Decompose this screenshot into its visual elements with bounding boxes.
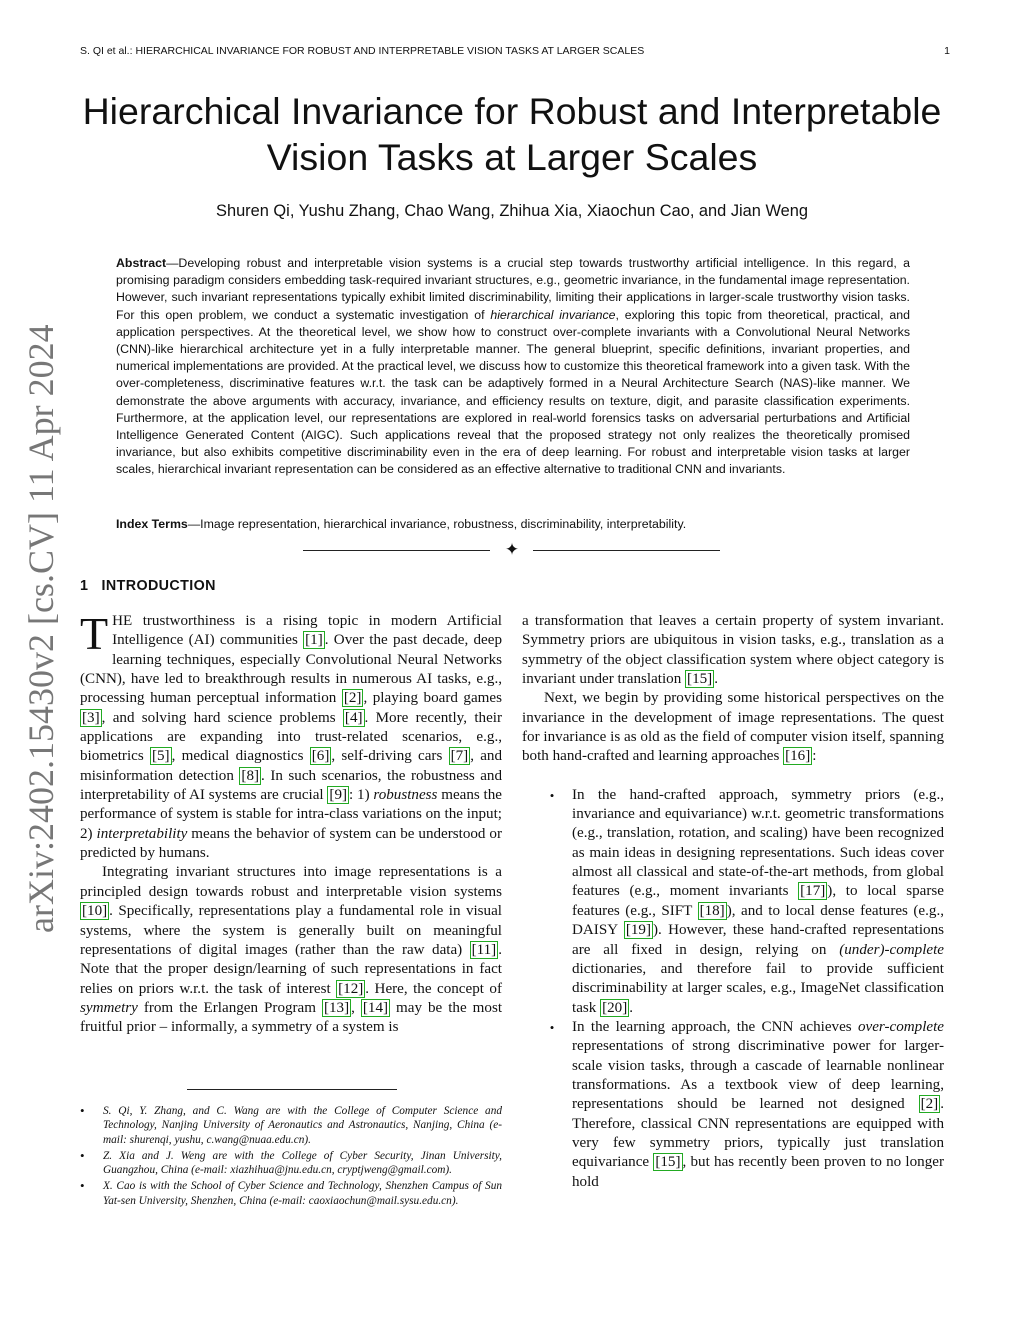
paragraph	[80, 608, 502, 863]
text-run: . Specifically, representations play a fundamental role in visual systems, where the system is generally built on meaningful representations of digital images (rather than the raw data)	[80, 903, 502, 958]
index-terms	[116, 516, 910, 533]
text-run: ), to local sparse features (e.g., SIFT	[572, 883, 944, 919]
text-run: HE trustworthiness is a rising topic in modern Artificial Intelligence (AI) communities	[112, 613, 502, 649]
footnote	[80, 1104, 502, 1147]
text-run: :	[812, 748, 817, 765]
citation-link[interactable]: [15]	[655, 1154, 681, 1171]
text-run: In the learning approach, the CNN achieves	[572, 1018, 858, 1035]
abstract-label: Abstract	[116, 256, 167, 270]
text-run: , and solving hard science problems	[101, 709, 343, 726]
abstract	[116, 255, 910, 479]
text-run: .	[714, 671, 718, 688]
text-run: , self-driving cars	[331, 748, 449, 765]
paragraph	[522, 689, 944, 766]
divider-line	[533, 550, 720, 551]
bullet-icon: •	[80, 1178, 85, 1194]
text-run: ), and to local dense features (e.g., DAISY	[572, 902, 944, 939]
footnote-text: Z. Xia and J. Weng are with the College of Cyber Security, Jinan University, Guangzhou, China (e-mail: xiazhihua@jnu.edu.cn, cryptjweng@gmail.com).	[103, 1149, 502, 1177]
paper-title: Hierarchical Invariance for Robust and Interpretable Vision Tasks at Larger Scales	[82, 90, 942, 178]
citation-link[interactable]: [19]	[625, 922, 651, 939]
text-run: ,	[351, 999, 361, 1016]
text-run: ). However, these hand-crafted representations are all fixed in design, relying on	[572, 922, 944, 958]
citation-link[interactable]: [1]	[305, 632, 323, 649]
bullet-item	[522, 1018, 944, 1192]
text-run: , playing board games	[363, 690, 502, 707]
text-run: representations of strong discriminative power for larger-scale vision tasks, through a cascade of learnable nonlinear transformations. As a textbook view of deep learning, representations should be learned not designed	[572, 1038, 944, 1113]
emphasis: robustness	[373, 787, 438, 804]
citation-link[interactable]: [15]	[687, 671, 713, 688]
text-run: . In such scenarios, the robustness and interpretability of AI systems are crucial	[80, 767, 502, 804]
text-run: may be the most fruitful prior – informally, a symmetry of a system is	[80, 999, 503, 1036]
text-run: : 1)	[349, 787, 374, 804]
bullet-icon: •	[80, 1103, 85, 1118]
citation-link[interactable]: [10]	[82, 903, 108, 920]
divider-line	[303, 550, 490, 551]
citation-link[interactable]: [16]	[785, 748, 811, 765]
citation-link[interactable]: [9]	[329, 787, 348, 804]
bullet-item	[522, 786, 944, 1018]
bullet-icon: •	[80, 1147, 85, 1163]
citation-link[interactable]: [2]	[920, 1096, 939, 1113]
text-run: from the Erlangen Program	[137, 999, 322, 1016]
citation-link[interactable]: [14]	[362, 999, 389, 1016]
author-list: Shuren Qi, Yushu Zhang, Chao Wang, Zhihua Xia, Xiaochun Cao, and Jian Weng	[216, 202, 808, 220]
bullet-icon: •	[549, 1019, 555, 1035]
paragraph	[80, 863, 502, 1037]
text-run: means the performance of system is stable for intra-class variations on the input; 2)	[80, 787, 502, 842]
emphasis: symmetry	[80, 999, 138, 1016]
citation-link[interactable]: [5]	[151, 748, 170, 765]
section-number: 1	[80, 578, 89, 594]
text-run: . Here, the concept of	[365, 980, 502, 997]
text-run: a transformation that leaves a certain property of system invariant. Symmetry priors are ubiquitous in vision tasks, e.g., translation as a symmetry of the object classification system where object category is invariant under translation	[522, 613, 944, 688]
citation-link[interactable]: [17]	[800, 883, 826, 900]
abstract-text: —Developing robust and interpretable vision systems is a crucial step towards trustworthy artificial intelligence. In this regard, a promising paradigm considers embedding task-required invariant structures, e.g., geometric invariance, in the fundamental image representation. However, such invariant representations typically exhibit limited discriminability, limiting their applications in larger-scale trustworthy vision tasks. For this open problem, we conduct a systematic investigation of	[116, 256, 910, 322]
text-run: dictionaries, and therefore fail to provide sufficient discriminability at larger scales, e.g., ImageNet classification task	[572, 960, 944, 1016]
index-terms-text: —Image representation, hierarchical invariance, robustness, discriminability, interpretability.	[187, 517, 687, 531]
running-title: S. QI et al.: HIERARCHICAL INVARIANCE FOR ROBUST AND INTERPRETABLE VISION TASKS AT LARGER SCALES	[80, 45, 645, 57]
text-run: means the behavior of system can be understood or predicted by humans.	[80, 825, 502, 862]
footnote	[80, 1149, 502, 1178]
index-terms-label: Index Terms	[116, 517, 188, 531]
text-run: , and misinformation detection	[80, 748, 502, 784]
divider-ornament-icon: ✦	[504, 540, 520, 559]
bullet-list	[522, 786, 944, 1192]
text-run: In the hand-crafted approach, symmetry priors (e.g., invariance and equivariance) w.r.t. geometric transformations (e.g., translation, rotation, and scaling) have been recognized as main ideas in designing representations. Such ideas cover almost all classical and state-of-the-art methods, from global features (e.g., moment invariants	[572, 786, 944, 900]
footnote	[80, 1179, 502, 1208]
citation-link[interactable]: [7]	[450, 748, 469, 765]
emphasis: (under)-complete	[839, 941, 944, 958]
text-run: .	[629, 999, 634, 1016]
citation-link[interactable]: [3]	[82, 709, 100, 726]
citation-link[interactable]: [11]	[471, 941, 497, 958]
text-run: . Note that the proper design/learning of such representations in fact relies on priors w.r.t. the task of interest	[80, 941, 502, 997]
emphasis: over-complete	[857, 1018, 944, 1035]
page-number: 1	[944, 45, 950, 57]
footnote-text: X. Cao is with the School of Cyber Science and Technology, Shenzhen Campus of Sun Yat-sen University, Shenzhen, China (e-mail: caoxiaochun@mail.sysu.edu.cn).	[103, 1180, 502, 1207]
citation-link[interactable]: [4]	[344, 709, 363, 726]
footnote-rule	[187, 1089, 397, 1090]
section-heading	[80, 578, 216, 594]
footnote-text: S. Qi, Y. Zhang, and C. Wang are with the College of Computer Science and Technology, Nanjing University of Aeronautics and Astronautics, Nanjing, China (e-mail: shurenqi, yushu, c.wang@nuaa.edu.cn).	[103, 1105, 502, 1146]
text-run: , but has recently been proven to no longer hold	[572, 1154, 944, 1190]
section-title: INTRODUCTION	[101, 578, 216, 594]
citation-link[interactable]: [18]	[699, 902, 725, 919]
drop-cap: T	[80, 608, 109, 659]
citation-link[interactable]: [13]	[323, 999, 350, 1016]
bullet-text	[572, 786, 944, 1018]
bullet-icon: •	[549, 787, 555, 803]
right-column	[522, 612, 944, 1192]
footnotes	[80, 1104, 502, 1210]
text-run: . More recently, their applications are expanding into trust-related scenarios, e.g., biometrics	[80, 709, 502, 765]
text-run: . Therefore, classical CNN representations are equipped with very few symmetry priors, typically just translation equivariance	[572, 1096, 944, 1171]
text-run: Next, we begin by providing some historical perspectives on the invariance in the development of image representations. The quest for invariance is as old as the field of computer vision itself, spanning both hand-crafted and learning approaches	[522, 690, 944, 765]
left-column	[80, 608, 503, 1038]
text-run: , medical diagnostics	[171, 748, 310, 765]
abstract-emphasis: hierarchical invariance	[490, 307, 616, 322]
citation-link[interactable]: [2]	[343, 690, 362, 707]
citation-link[interactable]: [6]	[311, 748, 330, 765]
abstract-text: , exploring this topic from theoretical, practical, and application perspectives. At the theoretical level, we show how to construct over-complete invariants with a Convolutional Neural Networks (CNN)-like hierarchical architecture yet in a fully interpretable manner. The general blueprint, specific definitions, invariant properties, and numerical implementations are provided. At the practical level, we discuss how to customize this theoretical framework into a given task. With the over-completeness, discriminative features w.r.t. the task can be adaptively formed in a Neural Architecture Search (NAS)-like manner. We demonstrate the above arguments with accuracy, invariance, and efficiency results on texture, digit, and parasite classification experiments. Furthermore, at the application level, our representations are explored in real-world forensics tasks on adversarial perturbations and Artificial Intelligence Generated Content (AIGC). Such applications reveal that the proposed strategy not only realizes the theoretically promised invariance, but also exhibits competitive discriminability even in the era of deep learning. For robust and interpretable vision tasks at larger scales, hierarchical invariant representation can be considered as an effective alternative to traditional CNN and invariants.	[116, 307, 910, 477]
emphasis: interpretability	[96, 825, 188, 842]
bullet-text	[572, 1018, 944, 1192]
running-header	[80, 45, 950, 57]
text-run: Integrating invariant structures into image representations is a principled design towards robust and interpretable vision systems	[80, 864, 502, 900]
text-run: . Over the past decade, deep learning techniques, especially Convolutional Neural Networks (CNN), have led to breakthrough results in numerous AI tasks, e.g., processing human perceptual information	[80, 632, 502, 707]
arxiv-stamp: arXiv:2402.15430v2 [cs.CV] 11 Apr 2024	[21, 324, 61, 933]
citation-link[interactable]: [8]	[241, 767, 260, 784]
paragraph	[522, 612, 944, 689]
citation-link[interactable]: [12]	[338, 980, 364, 997]
citation-link[interactable]: [20]	[602, 999, 628, 1016]
